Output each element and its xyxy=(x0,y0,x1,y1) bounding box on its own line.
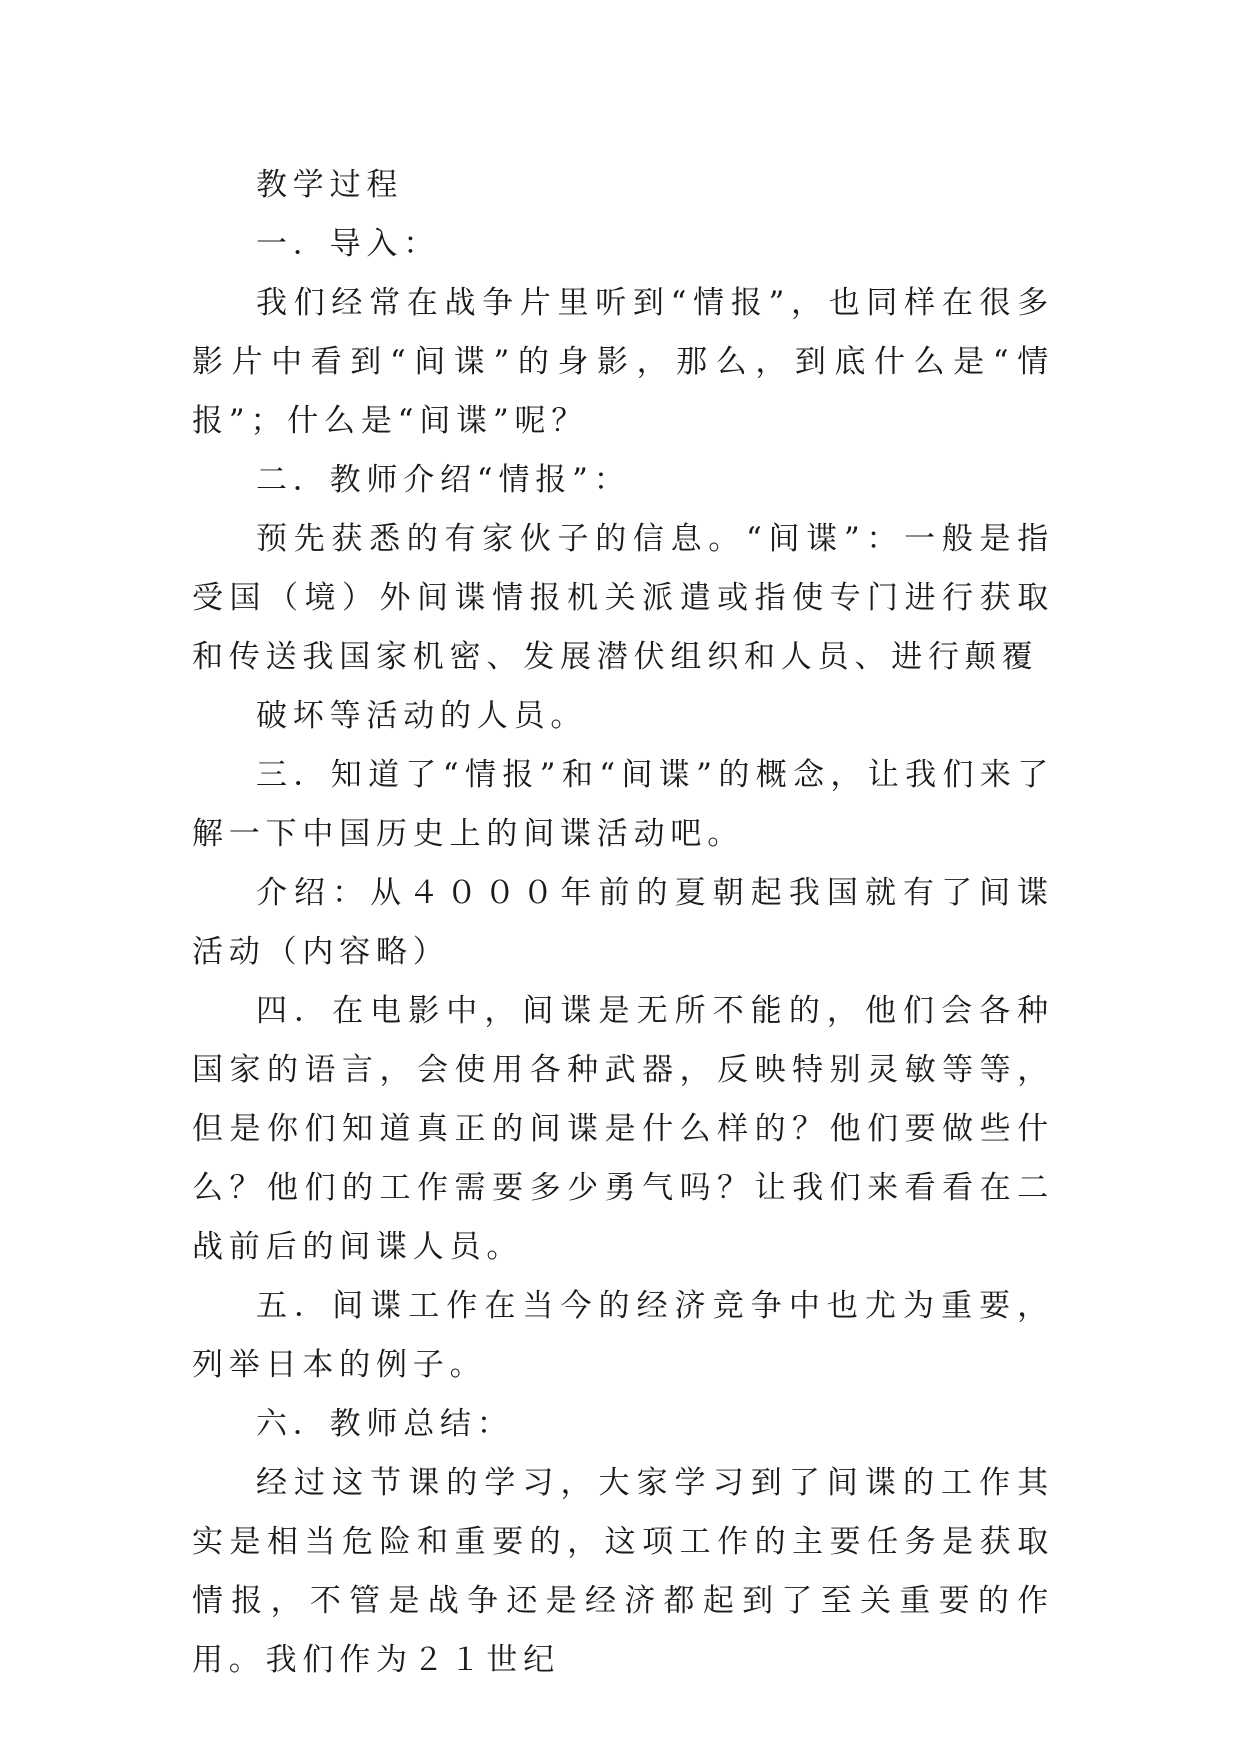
section-6-title: 六．教师总结： xyxy=(256,1406,514,1442)
section-3-body: 三．知道了“情报”和“间谍”的概念，让我们来了解一下中国历史上的间谍活动吧。 xyxy=(192,757,1054,852)
section-5-body: 五．间谍工作在当今的经济竞争中也尤为重要，列举日本的例子。 xyxy=(192,1288,1054,1383)
document-heading: 教学过程 xyxy=(256,167,404,203)
section-2-title: 二．教师介绍“情报”： xyxy=(256,462,631,498)
section-4-body: 四．在电影中，间谍是无所不能的，他们会各种国家的语言，会使用各种武器，反映特别灵敏等等，但是你们知道真正的间谍是什么样的？他们要做些什么？他们的工作需要多少勇气吗？让我们来看看在二战前后的间谍人员。 xyxy=(192,993,1054,1265)
section-2-body-continued: 破坏等活动的人员。 xyxy=(256,698,588,734)
section-1-title: 一．导入： xyxy=(256,226,440,262)
section-2-body: 预先获悉的有家伙子的信息。“间谍”：一般是指受国（境）外间谍情报机关派遣或指使专门进行获取和传送我国家机密、发展潜伏组织和人员、进行颠覆 xyxy=(192,521,1054,675)
document-page xyxy=(192,156,1054,1690)
section-6-body: 经过这节课的学习，大家学习到了间谍的工作其实是相当危险和重要的，这项工作的主要任务是获取情报，不管是战争还是经济都起到了至关重要的作用。我们作为２１世纪 xyxy=(192,1465,1054,1678)
section-1-body: 我们经常在战争片里听到“情报”，也同样在很多影片中看到“间谍”的身影，那么，到底什么是“情报”；什么是“间谍”呢？ xyxy=(192,285,1054,439)
section-3-introduction: 介绍：从４０００年前的夏朝起我国就有了间谍活动（内容略） xyxy=(192,875,1054,970)
